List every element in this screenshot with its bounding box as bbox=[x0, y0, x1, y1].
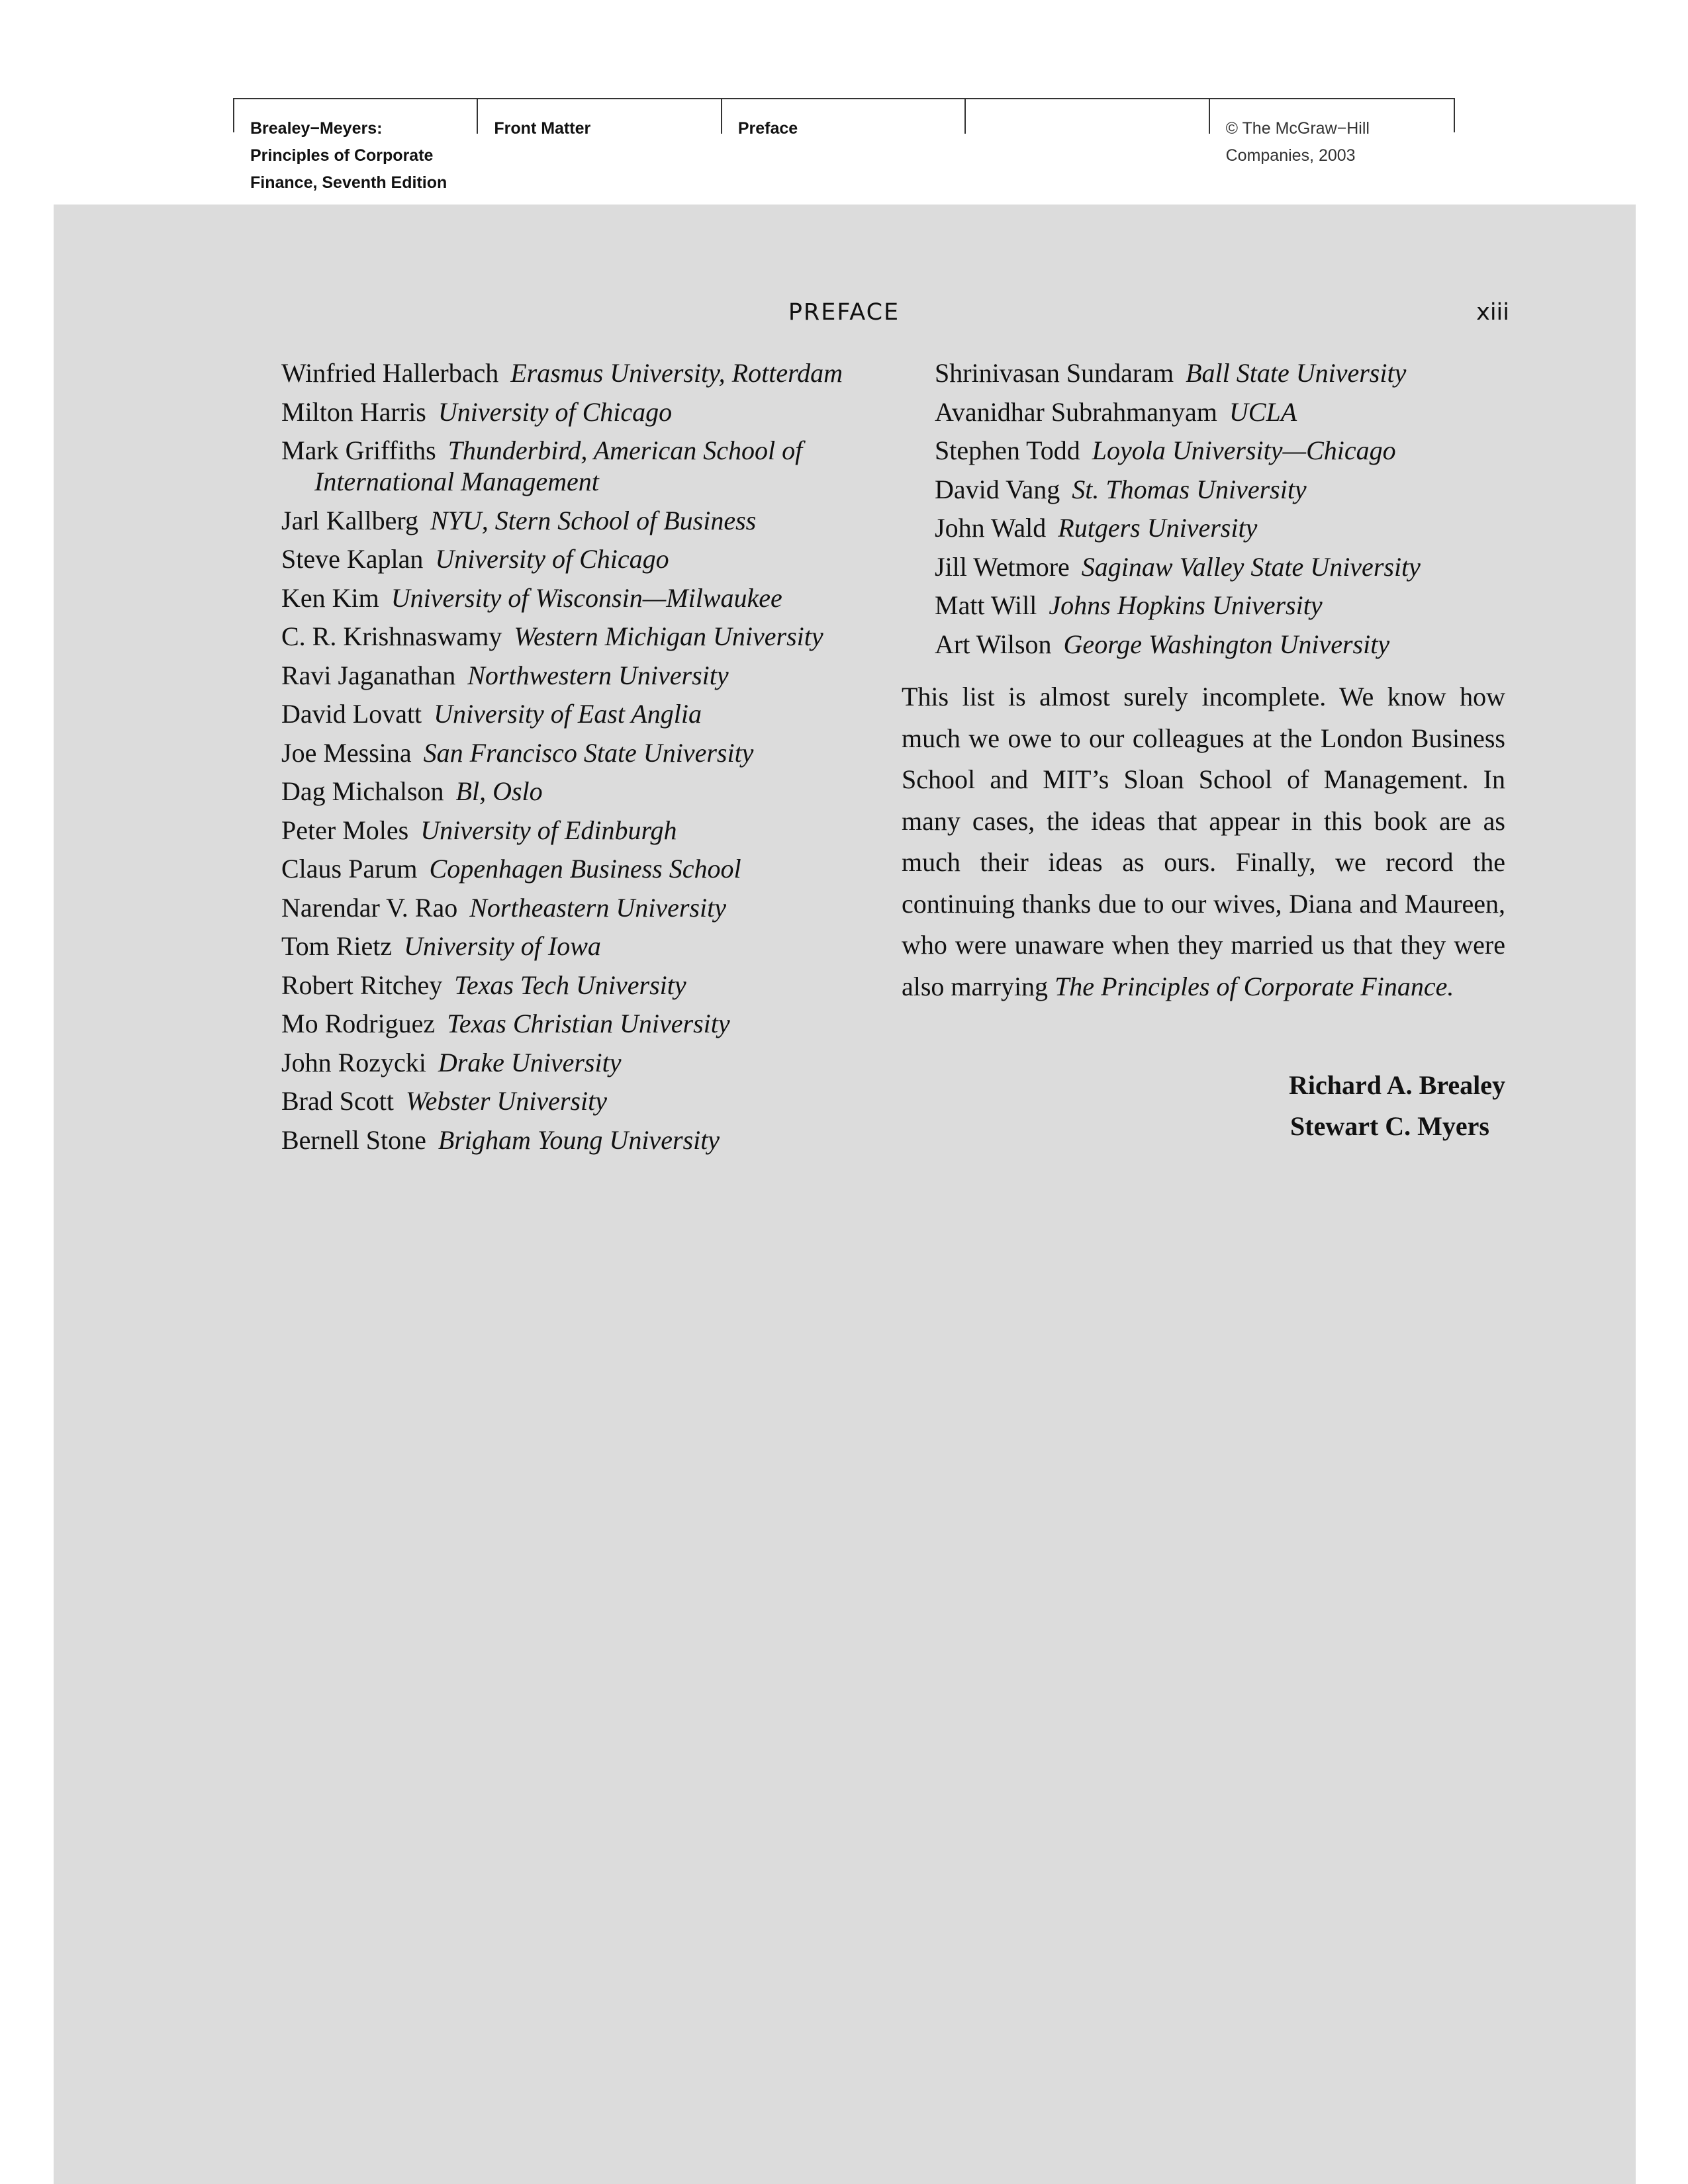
reviewer-name: Stephen Todd bbox=[935, 435, 1080, 465]
reviewer-institution: San Francisco State University bbox=[423, 737, 754, 768]
reviewer-entry bbox=[281, 396, 864, 428]
reviewer-name: Mo Rodriguez bbox=[281, 1009, 436, 1038]
reviewer-institution: Webster University bbox=[405, 1086, 608, 1116]
reviewer-name: Jarl Kallberg bbox=[281, 505, 418, 535]
reviewer-institution: University of East Anglia bbox=[434, 699, 702, 729]
reviewer-name: Joe Messina bbox=[281, 737, 412, 768]
header-chapter: Preface bbox=[722, 99, 966, 134]
reviewer-institution: George Washington University bbox=[1063, 629, 1390, 659]
reviewer-name: Brad Scott bbox=[281, 1086, 394, 1116]
book-title-italic: The Principles of Corporate Finance. bbox=[1055, 971, 1454, 1001]
reviewer-name: Art Wilson bbox=[935, 629, 1052, 659]
reviewer-list-right bbox=[935, 357, 1517, 667]
reviewer-entry bbox=[281, 698, 864, 729]
reviewer-entry bbox=[281, 1047, 864, 1078]
reviewer-institution: Northwestern University bbox=[467, 660, 729, 690]
page-number: xiii bbox=[1476, 299, 1509, 326]
reviewer-entry bbox=[935, 435, 1517, 466]
header-book-title: Brealey−Meyers: Principles of Corporate Finance, Seventh Edition bbox=[234, 99, 478, 134]
running-head: PREFACE bbox=[788, 299, 900, 326]
signature-brealey: Richard A. Brealey bbox=[1288, 1070, 1505, 1100]
reviewer-institution: Saginaw Valley State University bbox=[1081, 551, 1421, 582]
reviewer-name: David Lovatt bbox=[281, 699, 422, 729]
reviewer-name: Narendar V. Rao bbox=[281, 892, 458, 923]
document-header bbox=[233, 98, 1455, 192]
reviewer-entry bbox=[935, 512, 1517, 543]
reviewer-entry bbox=[281, 970, 864, 1001]
reviewer-entry bbox=[281, 815, 864, 846]
reviewer-name: Jill Wetmore bbox=[935, 551, 1070, 582]
reviewer-entry bbox=[935, 590, 1517, 621]
reviewer-entry bbox=[281, 776, 864, 807]
reviewer-institution: University of Chicago bbox=[438, 396, 673, 427]
reviewer-name: Shrinivasan Sundaram bbox=[935, 358, 1174, 388]
reviewer-name: Milton Harris bbox=[281, 396, 426, 427]
reviewer-institution: Drake University bbox=[438, 1047, 622, 1077]
reviewer-entry bbox=[281, 892, 864, 923]
reviewer-entry bbox=[281, 582, 864, 614]
reviewer-institution: Brigham Young University bbox=[438, 1124, 720, 1155]
reviewer-entry bbox=[281, 853, 864, 884]
reviewer-entry bbox=[935, 357, 1517, 388]
reviewer-name: Matt Will bbox=[935, 590, 1037, 620]
reviewer-institution: Texas Tech University bbox=[454, 970, 686, 1000]
reviewer-institution: Texas Christian University bbox=[447, 1009, 730, 1038]
reviewer-institution: Thunderbird, American School of International Management bbox=[314, 435, 803, 496]
signature-myers: Stewart C. Myers bbox=[1290, 1111, 1489, 1141]
reviewer-name: David Vang bbox=[935, 474, 1060, 504]
reviewer-institution: Copenhagen Business School bbox=[429, 854, 741, 884]
reviewer-entry bbox=[281, 737, 864, 768]
reviewer-institution: St. Thomas University bbox=[1072, 474, 1307, 504]
header-part: Front Matter bbox=[478, 99, 722, 134]
reviewer-entry bbox=[281, 621, 864, 652]
reviewer-entry bbox=[281, 1085, 864, 1116]
reviewer-name: Tom Rietz bbox=[281, 931, 393, 961]
reviewer-institution: Northeastern University bbox=[469, 892, 726, 923]
reviewer-institution: Loyola University—Chicago bbox=[1092, 435, 1396, 465]
header-blank-cell bbox=[966, 99, 1209, 134]
reviewer-entry bbox=[281, 1124, 864, 1156]
reviewer-name: John Wald bbox=[935, 513, 1047, 543]
reviewer-name: John Rozycki bbox=[281, 1047, 426, 1077]
reviewer-institution: University of Wisconsin—Milwaukee bbox=[391, 582, 782, 613]
reviewer-institution: NYU, Stern School of Business bbox=[430, 505, 757, 535]
reviewer-institution: University of Edinburgh bbox=[420, 815, 677, 845]
reviewer-name: Peter Moles bbox=[281, 815, 409, 845]
reviewer-entry bbox=[281, 931, 864, 962]
reviewer-entry bbox=[281, 505, 864, 536]
reviewer-name: C. R. Krishnaswamy bbox=[281, 621, 502, 651]
reviewer-name: Ken Kim bbox=[281, 582, 379, 613]
reviewer-list-left bbox=[281, 357, 864, 1163]
reviewer-name: Bernell Stone bbox=[281, 1124, 426, 1155]
reviewer-institution: University of Iowa bbox=[404, 931, 601, 961]
reviewer-entry bbox=[935, 551, 1517, 582]
reviewer-entry bbox=[281, 543, 864, 574]
reviewer-name: Robert Ritchey bbox=[281, 970, 443, 1000]
header-copyright: © The McGraw−Hill Companies, 2003 bbox=[1225, 119, 1370, 165]
reviewer-name: Avanidhar Subrahmanyam bbox=[935, 396, 1217, 427]
closing-paragraph bbox=[902, 676, 1505, 1007]
reviewer-institution: UCLA bbox=[1229, 396, 1297, 427]
reviewer-institution: Ball State University bbox=[1186, 358, 1407, 388]
reviewer-entry bbox=[935, 629, 1517, 660]
reviewer-institution: Erasmus University, Rotterdam bbox=[510, 358, 843, 388]
reviewer-name: Steve Kaplan bbox=[281, 544, 424, 574]
reviewer-institution: University of Chicago bbox=[435, 544, 669, 574]
reviewer-entry bbox=[281, 357, 864, 388]
reviewer-entry bbox=[281, 660, 864, 691]
reviewer-name: Winfried Hallerbach bbox=[281, 358, 499, 388]
reviewer-name: Mark Griffiths bbox=[281, 435, 436, 465]
reviewer-name: Claus Parum bbox=[281, 854, 418, 884]
reviewer-entry bbox=[935, 396, 1517, 428]
closing-paragraph-text: This list is almost surely incomplete. We know how much we owe to our colleagues at the London Business School and MIT’s Sloan School of Management. In many cases, the ideas that appear in this book are as much their ideas as ours. Finally, we record the continuing thanks due to our wives, Diana and Maureen, who were unaware when they married us that they were also marrying bbox=[902, 682, 1505, 1001]
reviewer-entry bbox=[281, 435, 864, 497]
reviewer-institution: Bl, Oslo bbox=[455, 776, 543, 806]
reviewer-institution: Johns Hopkins University bbox=[1049, 590, 1323, 620]
reviewer-entry bbox=[935, 474, 1517, 505]
reviewer-name: Dag Michalson bbox=[281, 776, 444, 806]
reviewer-name: Ravi Jaganathan bbox=[281, 660, 456, 690]
reviewer-institution: Rutgers University bbox=[1058, 513, 1258, 543]
reviewer-entry bbox=[281, 1008, 864, 1039]
reviewer-institution: Western Michigan University bbox=[514, 621, 823, 651]
